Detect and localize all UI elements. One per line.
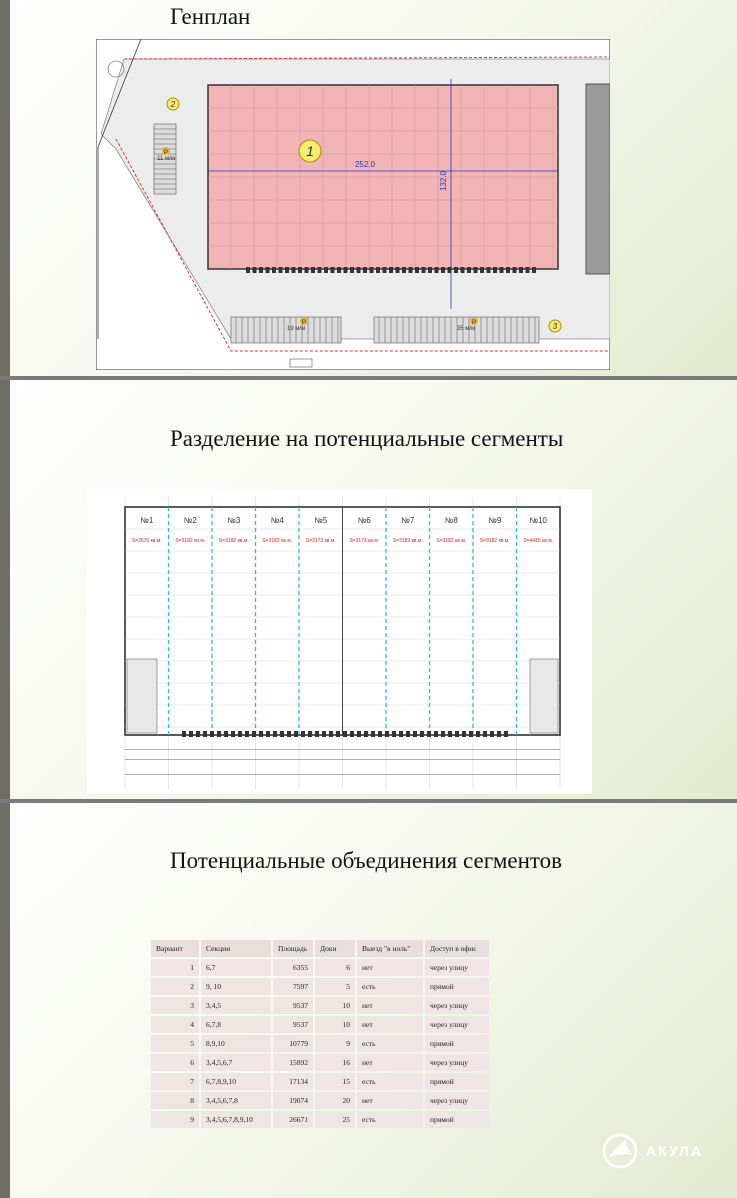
cell-area: 9537 xyxy=(273,997,313,1014)
cell-sections: 3,4,5,6,7,8,9,10 xyxy=(201,1111,271,1128)
cell-variant: 8 xyxy=(151,1092,199,1109)
lot1-capacity: 11 м/м xyxy=(157,156,175,162)
segment-area: S=3182 кв.м. xyxy=(479,538,510,544)
brand-logo xyxy=(602,1133,703,1169)
table-row xyxy=(151,997,489,1014)
table-row xyxy=(151,1073,489,1090)
col-docks: Доки xyxy=(315,940,355,957)
slide-siteplan xyxy=(0,0,737,376)
cell-variant: 4 xyxy=(151,1016,199,1033)
cell-exit: нет xyxy=(357,1092,423,1109)
table-row xyxy=(151,1054,489,1071)
slide-title: Потенциальные объединения сегментов xyxy=(170,848,562,873)
segment-name: №6 xyxy=(357,516,371,525)
cell-variant: 3 xyxy=(151,997,199,1014)
col-variant: Вариант xyxy=(151,940,199,957)
cell-sections: 3,4,5 xyxy=(201,997,271,1014)
cell-area: 9537 xyxy=(273,1016,313,1033)
cell-sections: 8,9,10 xyxy=(201,1035,271,1052)
cell-docks: 5 xyxy=(315,978,355,995)
cell-area: 19074 xyxy=(273,1092,313,1109)
cell-sections: 6,7,8 xyxy=(201,1016,271,1033)
cell-exit: есть xyxy=(357,978,423,995)
cell-variant: 9 xyxy=(151,1111,199,1128)
cell-office-access: прямой xyxy=(425,978,489,995)
cell-office-access: через улицу xyxy=(425,1016,489,1033)
slide-title: Генплан xyxy=(170,4,251,29)
cell-sections: 3,4,5,6,7,8 xyxy=(201,1092,271,1109)
segment-name: №2 xyxy=(183,516,197,525)
segment-area: S=3173 кв.м. xyxy=(349,538,380,544)
cell-area: 15892 xyxy=(273,1054,313,1071)
cell-office-access: прямой xyxy=(425,1111,489,1128)
cell-variant: 2 xyxy=(151,978,199,995)
lot2-capacity: 19 м/м xyxy=(286,326,306,332)
segments-drawing xyxy=(87,489,592,794)
cell-variant: 5 xyxy=(151,1035,199,1052)
segment-area: S=3173 кв.м. xyxy=(305,538,336,544)
slide-title: Разделение на потенциальные сегменты xyxy=(170,426,564,451)
cell-sections: 6,7 xyxy=(201,959,271,976)
lot1-marker: P xyxy=(163,150,169,156)
cell-area: 6355 xyxy=(273,959,313,976)
shark-icon xyxy=(602,1133,638,1169)
cell-docks: 15 xyxy=(315,1073,355,1090)
cell-sections: 9, 10 xyxy=(201,978,271,995)
table-header-row xyxy=(151,940,489,957)
table-row xyxy=(151,1092,489,1109)
cell-exit: есть xyxy=(357,1035,423,1052)
cell-sections: 3,4,5,6,7 xyxy=(201,1054,271,1071)
segment-name: №3 xyxy=(227,516,241,525)
segment-area: S=2676 кв.м. xyxy=(131,538,162,544)
cell-exit: нет xyxy=(357,1016,423,1033)
cell-variant: 6 xyxy=(151,1054,199,1071)
cell-office-access: прямой xyxy=(425,1035,489,1052)
segment-name: №1 xyxy=(140,516,154,525)
lot2-marker: P xyxy=(301,320,307,326)
cell-docks: 16 xyxy=(315,1054,355,1071)
col-sections: Секции xyxy=(201,940,271,957)
cell-exit: нет xyxy=(357,997,423,1014)
cell-variant: 1 xyxy=(151,959,199,976)
cell-exit: нет xyxy=(357,959,423,976)
segment-name: №4 xyxy=(270,516,284,525)
cell-area: 7597 xyxy=(273,978,313,995)
col-office-access: Доступ в офис xyxy=(425,940,489,957)
cell-exit: нет xyxy=(357,1054,423,1071)
table-row xyxy=(151,1016,489,1033)
segment-area: S=3182 кв.м. xyxy=(218,538,249,544)
cell-variant: 7 xyxy=(151,1073,199,1090)
depth-dimension: 132.0 xyxy=(439,170,448,192)
segments-svg xyxy=(87,489,592,794)
segment-area: S=3182 кв.м. xyxy=(392,538,423,544)
slide-left-bar xyxy=(0,380,10,799)
cell-sections: 6,7,8,9,10 xyxy=(201,1073,271,1090)
segment-area: S=3182 кв.м. xyxy=(262,538,293,544)
cell-docks: 25 xyxy=(315,1111,355,1128)
siteplan-drawing xyxy=(96,39,610,370)
col-exit: Выезд "в ноль" xyxy=(357,940,423,957)
marker-2: 2 xyxy=(170,100,176,109)
siteplan-svg xyxy=(96,39,610,370)
slide-left-bar xyxy=(0,803,10,1198)
cell-docks: 9 xyxy=(315,1035,355,1052)
brand-name: АКУЛА xyxy=(646,1143,704,1159)
cell-docks: 10 xyxy=(315,1016,355,1033)
cell-area: 10779 xyxy=(273,1035,313,1052)
cell-exit: есть xyxy=(357,1111,423,1128)
col-area: Площадь xyxy=(273,940,313,957)
segment-name: №9 xyxy=(488,516,502,525)
table-row xyxy=(151,1035,489,1052)
segment-name: №10 xyxy=(529,516,547,525)
building-number: 1 xyxy=(306,143,314,159)
slide-left-bar xyxy=(0,0,10,376)
cell-office-access: через улицу xyxy=(425,997,489,1014)
width-dimension: 252.0 xyxy=(354,160,376,169)
lot3-marker: P xyxy=(471,320,477,326)
cell-office-access: через улицу xyxy=(425,1054,489,1071)
marker-3: 3 xyxy=(552,322,558,331)
cell-docks: 10 xyxy=(315,997,355,1014)
segment-area: S=4415 кв.м. xyxy=(523,538,554,544)
lot3-capacity: 35 м/м xyxy=(456,326,476,332)
table-row xyxy=(151,978,489,995)
cell-exit: есть xyxy=(357,1073,423,1090)
cell-docks: 6 xyxy=(315,959,355,976)
segment-name: №7 xyxy=(401,516,415,525)
segment-name: №5 xyxy=(314,516,328,525)
segment-area: S=3182 кв.м. xyxy=(175,538,206,544)
cell-area: 26671 xyxy=(273,1111,313,1128)
cell-office-access: через улицу xyxy=(425,959,489,976)
table-row xyxy=(151,1111,489,1128)
cell-docks: 20 xyxy=(315,1092,355,1109)
cell-area: 17134 xyxy=(273,1073,313,1090)
segment-name: №8 xyxy=(444,516,458,525)
cell-office-access: через улицу xyxy=(425,1092,489,1109)
segment-area: S=3182 кв.м. xyxy=(436,538,467,544)
combinations-table xyxy=(149,938,491,1130)
table-row xyxy=(151,959,489,976)
slide-segments xyxy=(0,380,737,799)
cell-office-access: прямой xyxy=(425,1073,489,1090)
